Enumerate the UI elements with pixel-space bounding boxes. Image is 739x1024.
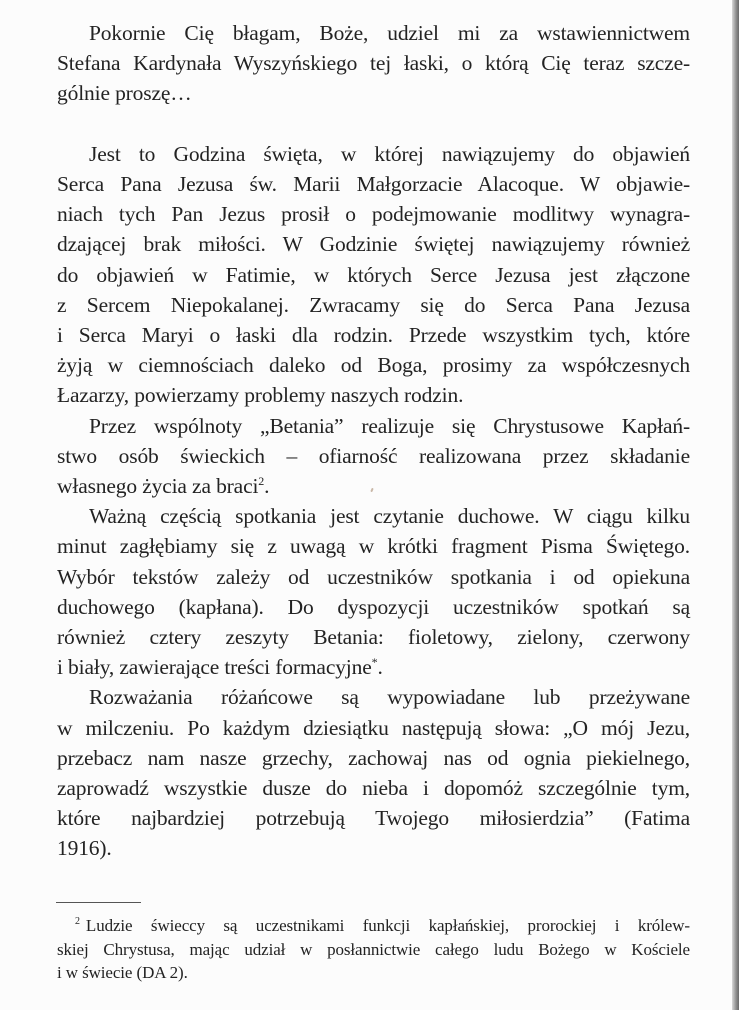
text-line: Wybór tekstów zależy od uczestników spotkania i od opiekuna — [57, 564, 690, 589]
text-line — [57, 471, 690, 501]
text-line: niach tych Pan Jezus prosił o podejmowanie modlitwy wynagra- — [57, 202, 690, 227]
text-line: żyją w ciemnościach daleko od Boga, prosimy za współczesnych — [57, 353, 690, 378]
text-line: dzającej brak miłości. W Godzinie świętej nawiązujemy również — [57, 232, 690, 257]
text-line: stwo osób świeckich – ofiarność realizowana przez składanie — [57, 443, 690, 468]
text-line: Ważną częścią spotkania jest czytanie duchowe. W ciągu kilku — [89, 504, 690, 529]
footnote-separator — [56, 902, 141, 903]
text-line: Jest to Godzina święta, w której nawiązujemy do objawień — [89, 141, 690, 166]
text-line: minut zagłębiamy się z uwagą w krótki fragment Pisma Świętego. — [57, 534, 690, 559]
text-line: które najbardziej potrzebują Twojego miłosierdzia” (Fatima — [57, 806, 690, 831]
footnote-ref[interactable]: 2 — [258, 474, 265, 489]
text-fragment: i biały, zawierające treści formacyjne — [57, 655, 372, 680]
text-line — [57, 914, 690, 938]
text-fragment: własnego życia za braci — [57, 474, 259, 499]
paragraph-czytanie — [57, 501, 690, 682]
paragraph-godzina-swieta — [57, 139, 690, 411]
text-line: duchowego (kapłana). Do dyspozycji uczestników spotkań są — [57, 594, 690, 619]
text-line: i w świecie (DA 2). — [57, 963, 188, 982]
text-fragment: Ludzie świeccy są uczestnikami funkcji kapłańskiej, prorockiej i królew- — [85, 916, 690, 935]
paragraph-prayer — [57, 18, 690, 109]
text-line: zaprowadź wszystkie dusze do nieba i dopomóż szczególnie tym, — [57, 776, 690, 801]
scan-margin — [0, 1010, 739, 1024]
text-fragment: . — [264, 474, 270, 499]
page-edge-shadow — [732, 0, 739, 1010]
text-line: Rozważania różańcowe są wypowiadane lub przeżywane — [89, 685, 690, 710]
text-line: do objawień w Fatimie, w których Serce Jezusa jest złączone — [57, 262, 690, 287]
text-line — [57, 652, 690, 682]
footnote-2 — [57, 914, 690, 985]
main-text — [57, 18, 690, 864]
text-line: Łazarzy, powierzamy problemy naszych rodzin. — [57, 383, 464, 408]
text-line: gólnie proszę… — [57, 81, 192, 106]
footnote-ref[interactable]: * — [371, 655, 378, 670]
footnote — [57, 914, 690, 985]
text-line: Serca Pana Jezusa św. Marii Małgorzacie Alacoque. W objawie- — [57, 172, 690, 196]
text-line: 1916). — [57, 836, 112, 861]
text-fragment: . — [377, 655, 383, 680]
text-line: również cztery zeszyty Betania: fioletowy, zielony, czerwony — [57, 625, 690, 650]
text-line: Pokornie Cię błagam, Boże, udziel mi za wstawiennictwem — [89, 21, 690, 45]
text-line: skiej Chrystusa, mając udział w posłannictwie całego ludu Bożego w Kościele — [57, 939, 690, 959]
text-line: przebacz nam nasze grzechy, zachowaj nas od ognia piekielnego, — [57, 745, 690, 770]
text-line: Stefana Kardynała Wyszyńskiego tej łaski, o którą Cię teraz szcze- — [57, 51, 690, 76]
paragraph-rozwazania — [57, 682, 690, 863]
footnote-mark: 2 — [75, 916, 80, 927]
text-line: z Sercem Niepokalanej. Zwracamy się do Serca Pana Jezusa — [57, 292, 690, 317]
text-line: w milczeniu. Po każdym dziesiątku następują słowa: „O mój Jezu, — [57, 715, 690, 740]
text-line: Przez wspólnoty „Betania” realizuje się Chrystusowe Kapłań- — [89, 413, 690, 438]
text-line: i Serca Maryi o łaski dla rodzin. Przede wszystkim tych, które — [57, 323, 690, 348]
